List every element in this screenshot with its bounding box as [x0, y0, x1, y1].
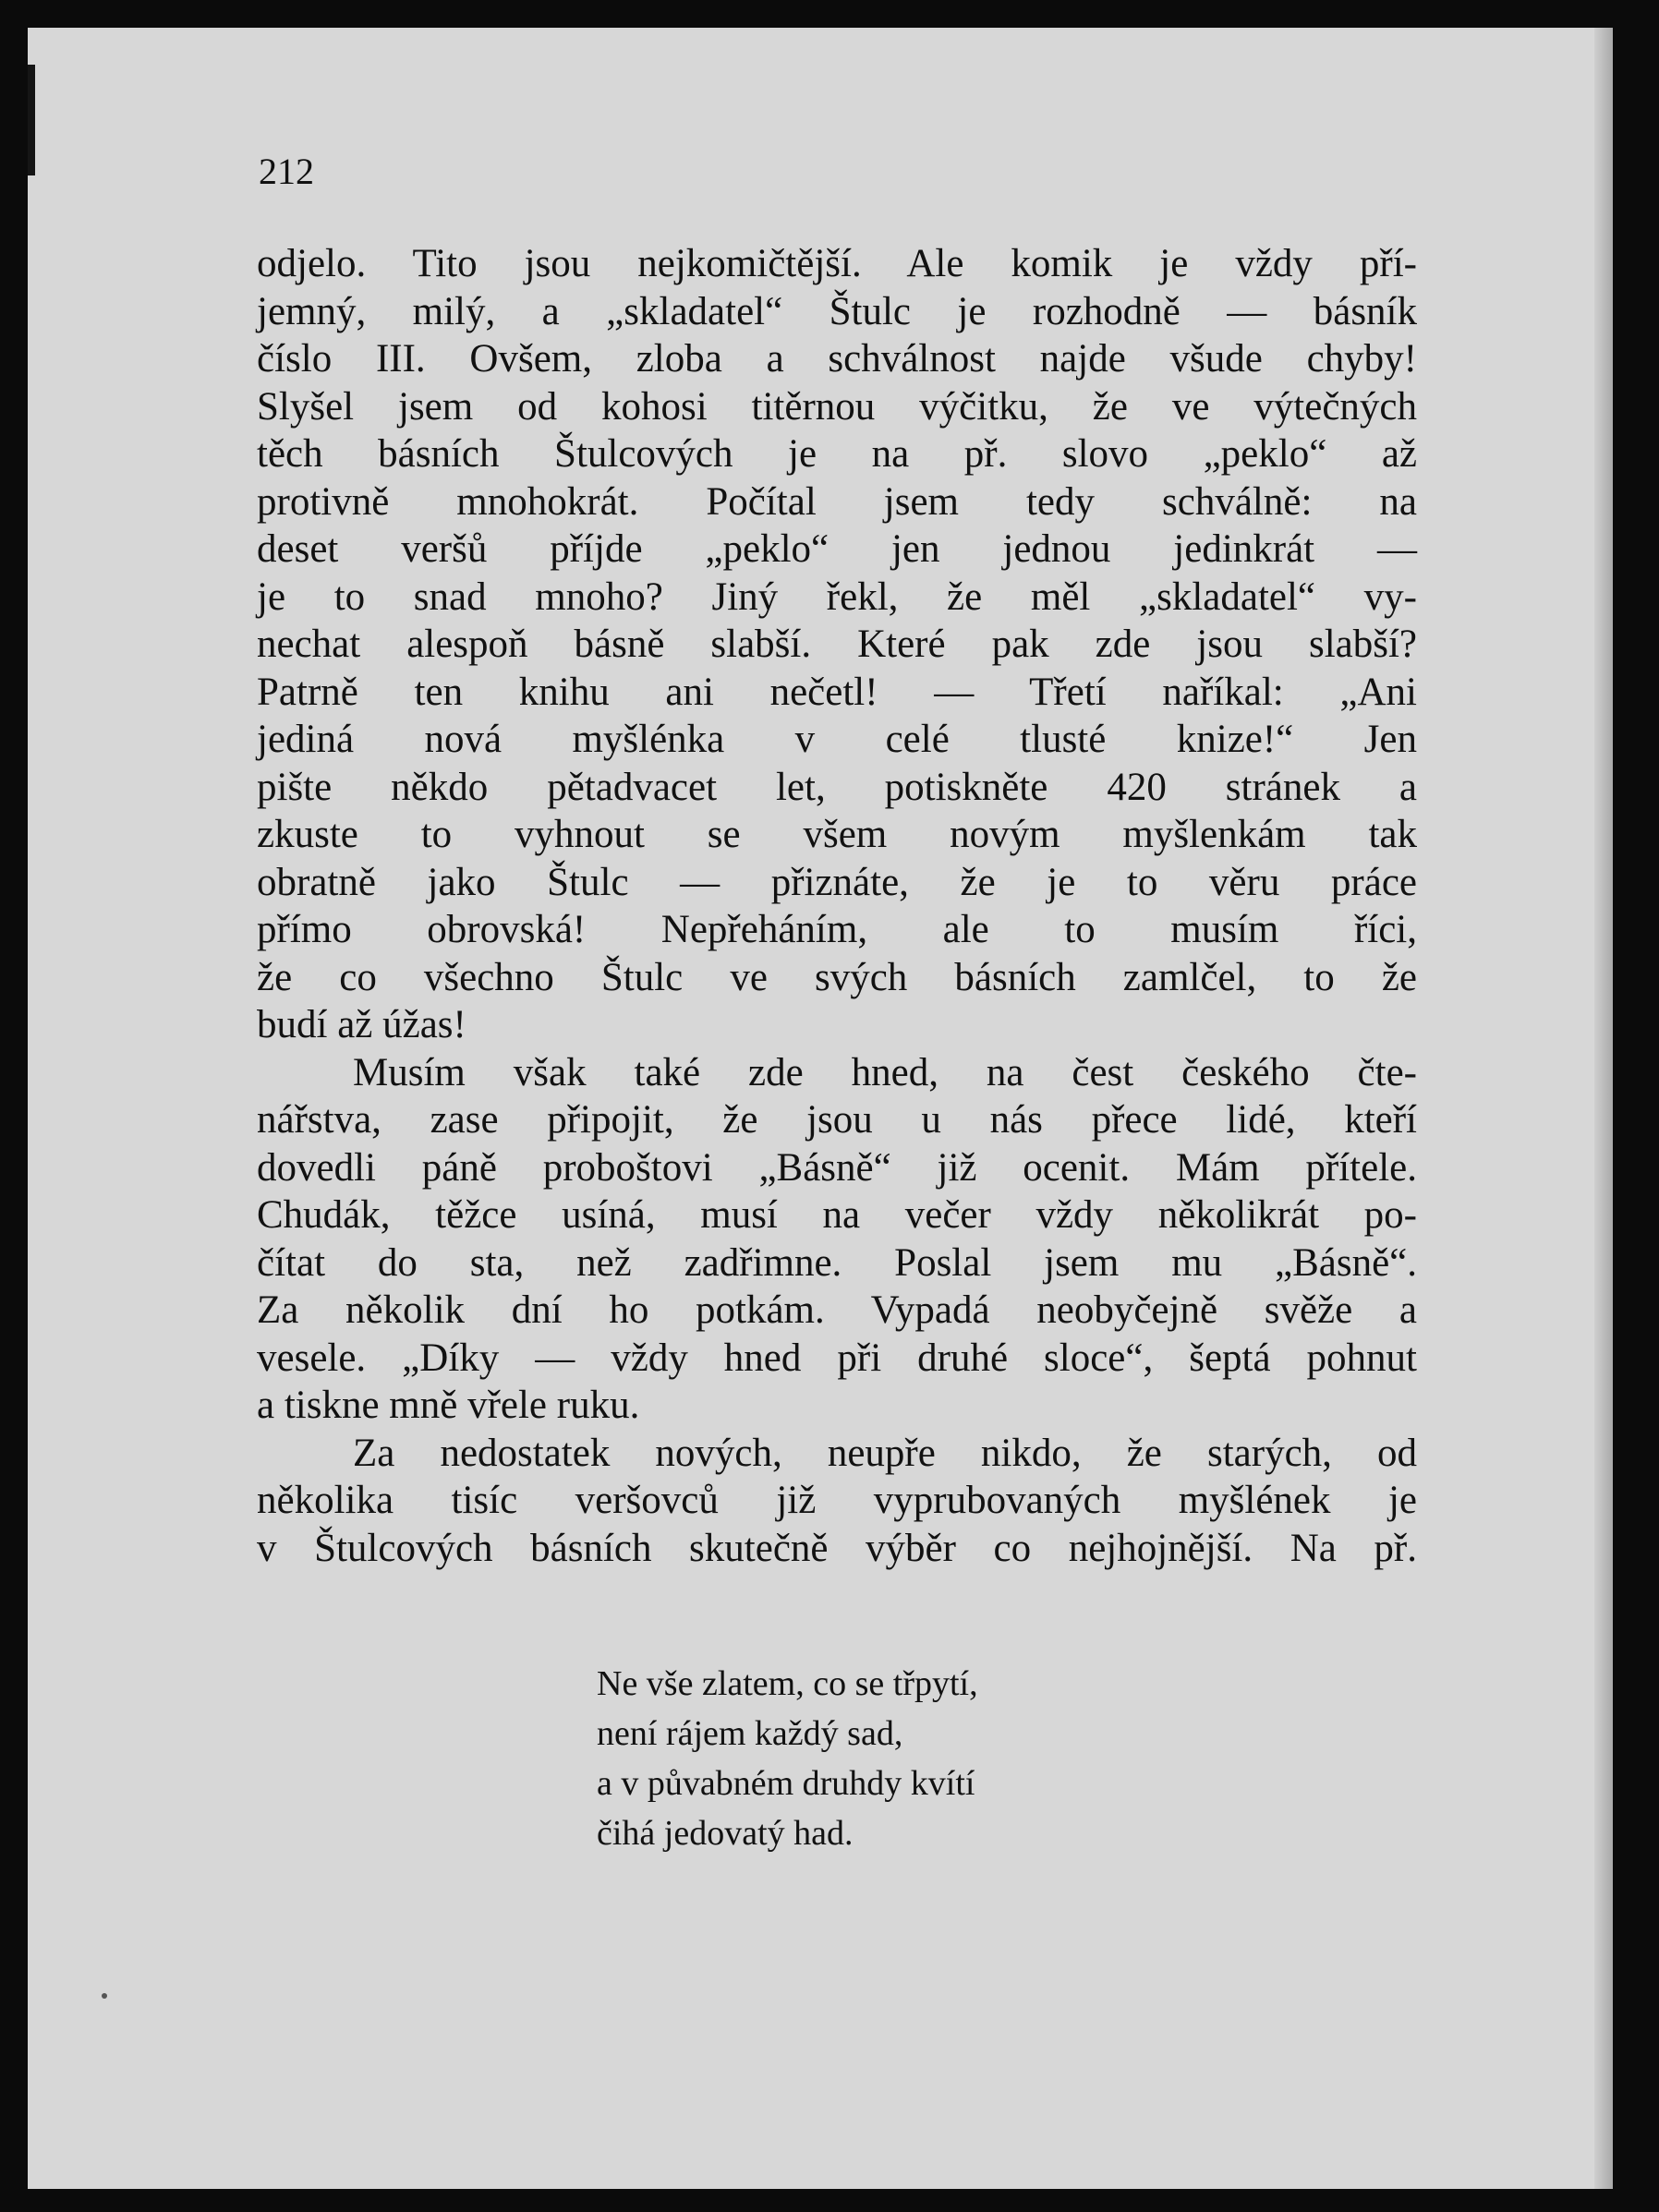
text-line: Musím však také zde hned, na čest českého čte- — [353, 1050, 1417, 1094]
text-line: protivně mnohokrát. Počítal jsem tedy schválně: na — [257, 479, 1417, 524]
body-text — [257, 240, 1417, 1572]
text-line: vesele. „Díky — vždy hned při druhé sloce“, šeptá pohnut — [257, 1336, 1417, 1380]
text-line: že co všechno Štulc ve svých básních zamlčel, to že — [257, 955, 1417, 999]
poem-line: čihá jedovatý had. — [597, 1814, 854, 1853]
poem-line: a v půvabném druhdy kvítí — [597, 1764, 975, 1803]
text-line: obratně jako Štulc — přiznáte, že je to věru práce — [257, 860, 1417, 904]
text-line: a tiskne mně vřele ruku. — [257, 1384, 640, 1427]
page-number: 212 — [259, 151, 314, 192]
text-line: odjelo. Tito jsou nejkomičtější. Ale komik je vždy pří- — [257, 242, 1417, 285]
page-edge-shadow — [1594, 28, 1613, 2189]
text-line: čítat do sta, než zadřimne. Poslal jsem mu „Básně“. — [257, 1240, 1417, 1285]
text-line: v Štulcových básních skutečně výběr co nejhojnější. Na př. — [257, 1526, 1417, 1570]
text-line: těch básních Štulcových je na př. slovo „peklo“ až — [257, 432, 1417, 476]
text-line: jemný, milý, a „skladatel“ Štulc je rozhodně — básník — [257, 289, 1417, 333]
text-line: několika tisíc veršovců již vyprubovaných myšlének je — [257, 1479, 1417, 1522]
poem-line: Ne vše zlatem, co se třpytí, — [597, 1664, 978, 1703]
text-line: Za několik dní ho potkám. Vypadá neobyčejně svěže a — [257, 1288, 1417, 1332]
text-line: nářstva, zase připojit, že jsou u nás přece lidé, kteří — [257, 1098, 1417, 1142]
text-line: číslo III. Ovšem, zloba a schválnost najde všude chyby! — [257, 337, 1417, 381]
text-line: budí až úžas! — [257, 1003, 466, 1046]
text-line: deset veršů příjde „peklo“ jen jednou jedinkrát — — [257, 527, 1417, 571]
text-line: zkuste to vyhnout se všem novým myšlenkám tak — [257, 813, 1417, 856]
text-line: nechat alespoň básně slabší. Které pak zde jsou slabší? — [257, 623, 1417, 666]
text-line: je to snad mnoho? Jiný řekl, že měl „skladatel“ vy- — [257, 574, 1417, 619]
text-line: přímo obrovská! Nepřeháním, ale to musím říci, — [257, 908, 1417, 951]
text-line: pište někdo pětadvacet let, potiskněte 420 stránek a — [257, 765, 1417, 809]
text-line: dovedli páně proboštovi „Básně“ již ocenit. Mám přítele. — [257, 1145, 1417, 1190]
text-line: Slyšel jsem od kohosi titěrnou výčitku, že ve výtečných — [257, 384, 1417, 429]
text-line: Patrně ten knihu ani nečetl! — Třetí naříkal: „Ani — [257, 670, 1417, 714]
poem-quote — [597, 1659, 978, 1858]
binding-shadow — [28, 65, 35, 175]
text-line: jediná nová myšlénka v celé tlusté knize!“ Jen — [257, 718, 1417, 761]
text-line: Za nedostatek nových, neupře nikdo, že starých, od — [353, 1431, 1417, 1475]
poem-line: není rájem každý sad, — [597, 1714, 903, 1753]
text-line: Chudák, těžce usíná, musí na večer vždy několikrát po- — [257, 1193, 1417, 1237]
scan-speck — [102, 1993, 107, 1999]
